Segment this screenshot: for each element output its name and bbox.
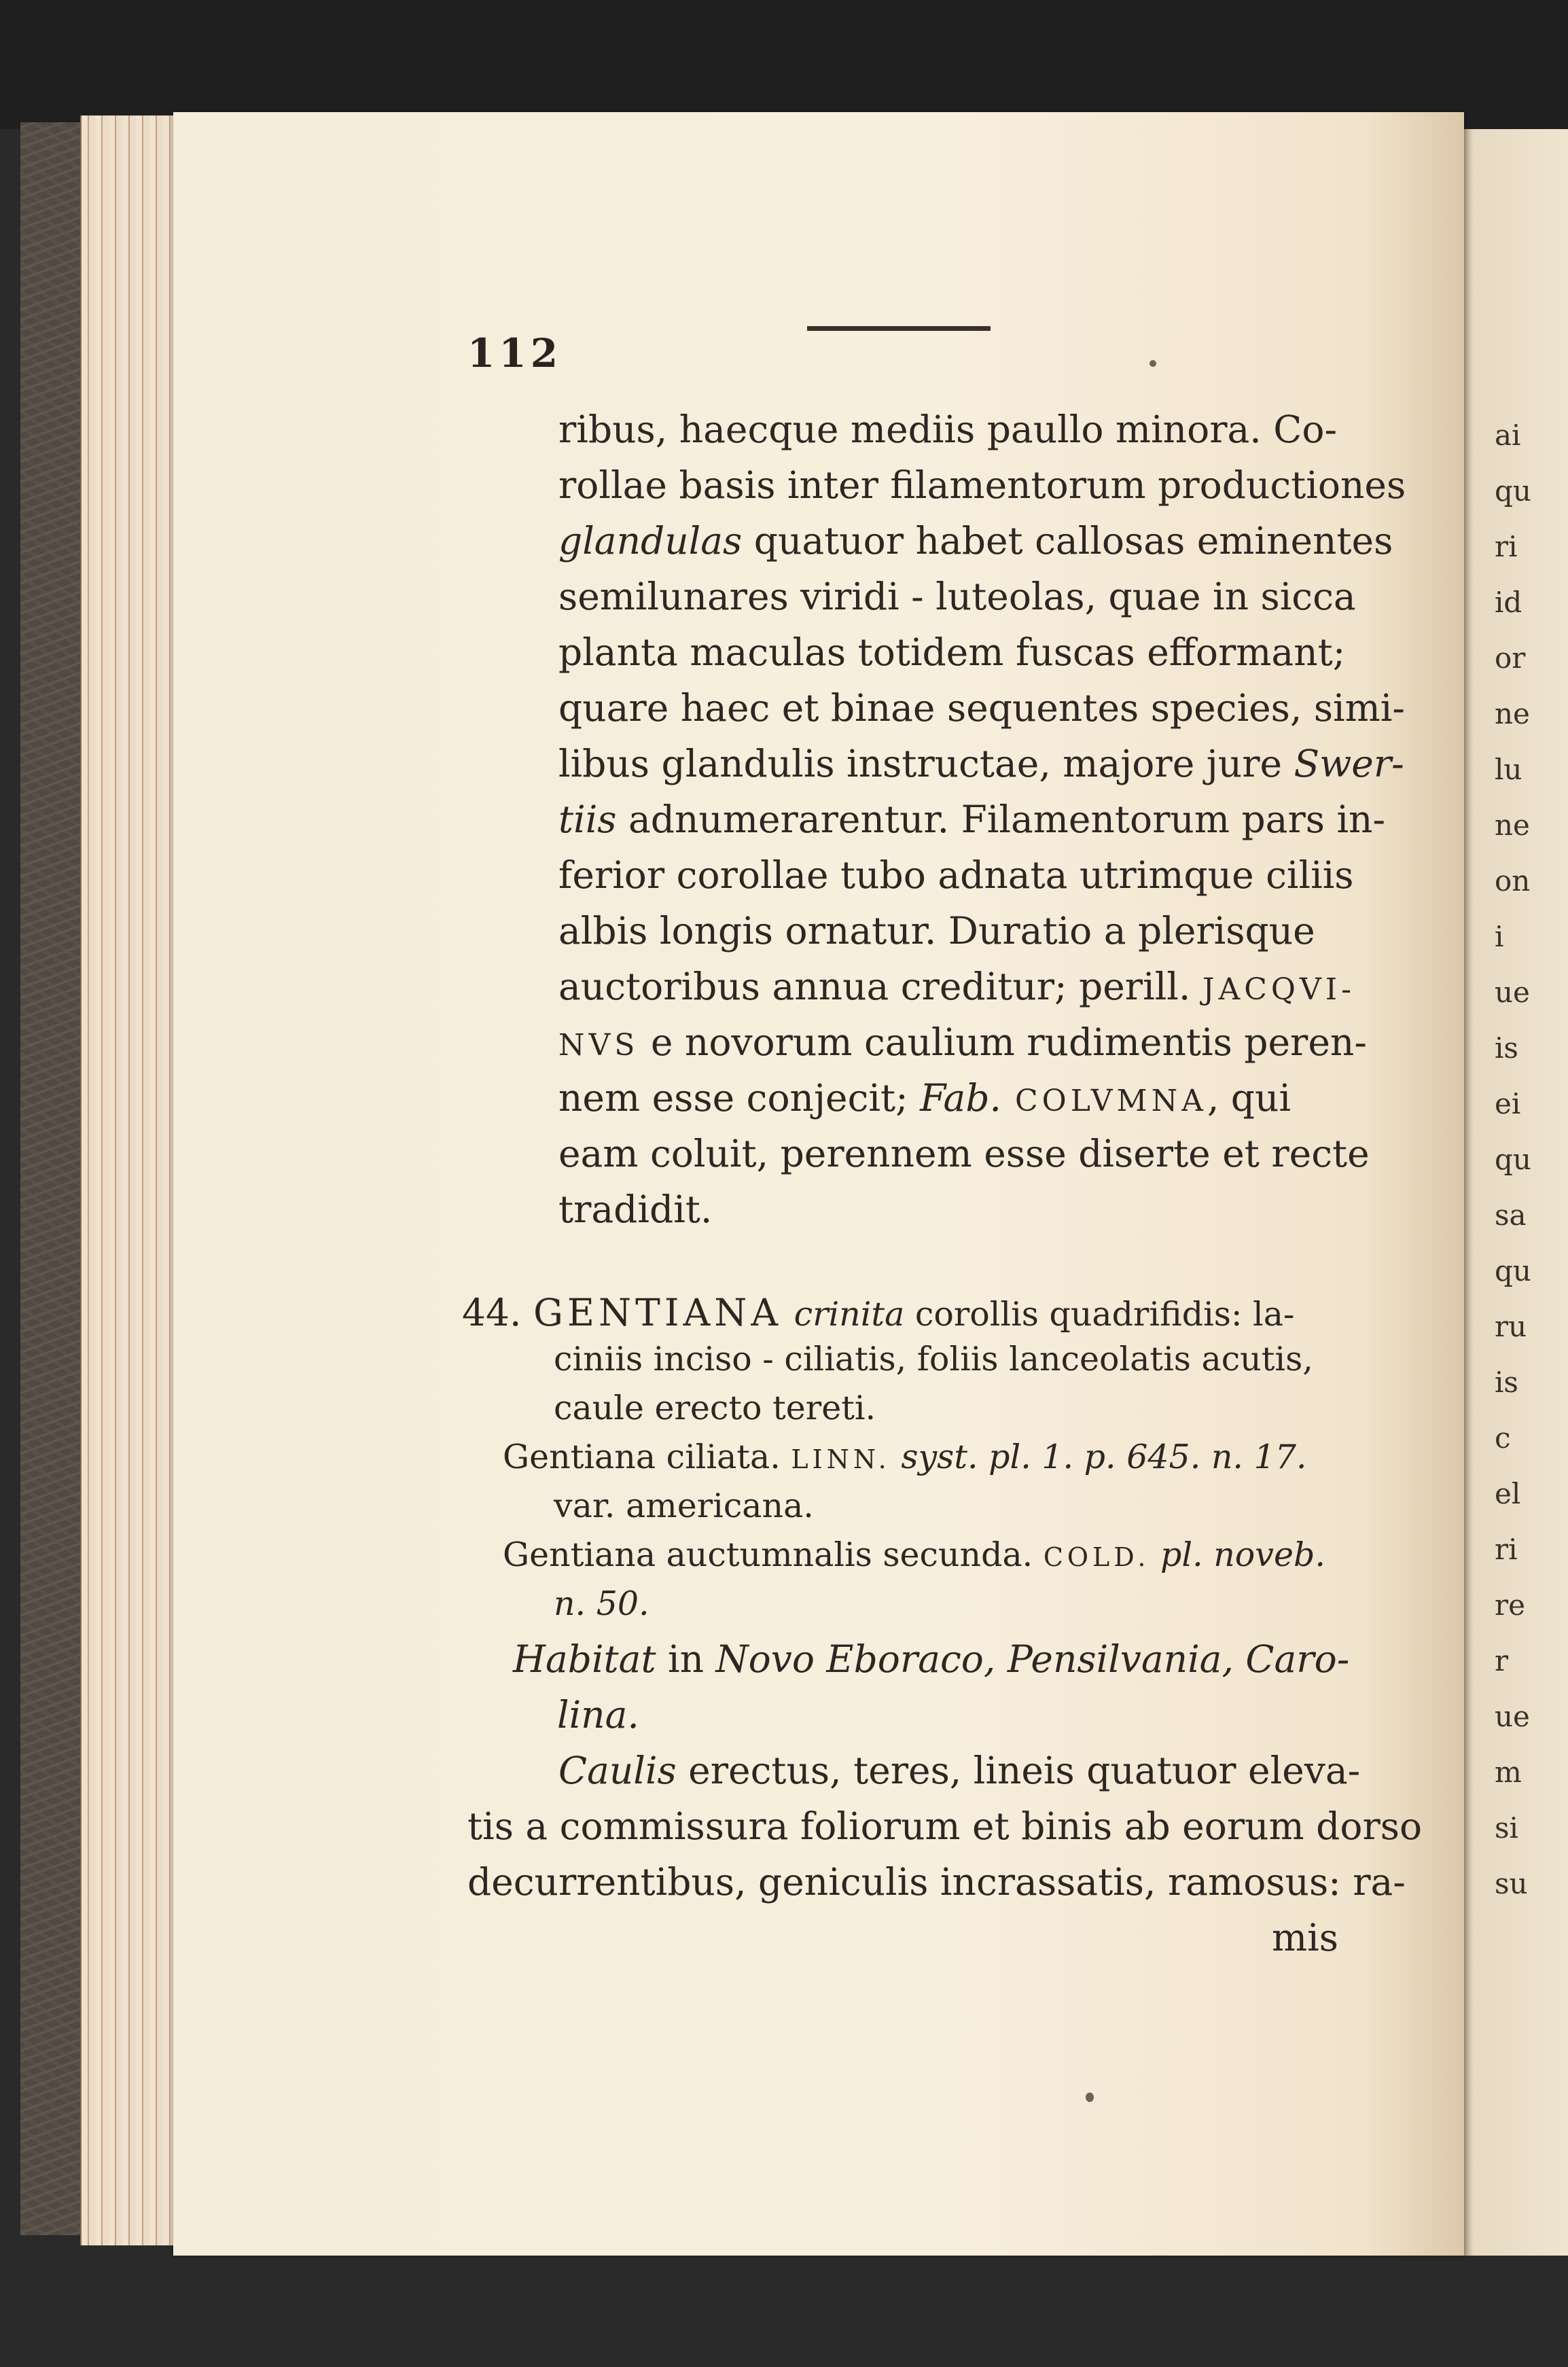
- facing-page-edge: [1461, 129, 1568, 2256]
- italic-word: glandulas: [558, 519, 743, 563]
- text-line: tis a commissura foliorum et binis ab eorum dorso: [467, 1804, 1423, 1848]
- text-span: adnumerarentur. Filamentorum pars in-: [616, 798, 1386, 841]
- paper-speck: [1150, 360, 1156, 367]
- text-line: [558, 519, 1393, 563]
- text-span: quatuor habet callosas eminentes: [742, 519, 1393, 563]
- text-line: [558, 1020, 1367, 1064]
- text-line: [558, 1076, 1291, 1120]
- genus-name: GENTIANA: [533, 1291, 783, 1334]
- text-span: , qui: [1207, 1076, 1291, 1120]
- text-span: Gentiana auctumnalis secunda.: [503, 1535, 1044, 1574]
- text-line: rollae basis inter filamentorum productiones: [558, 463, 1406, 507]
- catchword: mis: [1272, 1916, 1338, 1959]
- author-name: NVS: [558, 1028, 639, 1063]
- species-name: crinita: [794, 1295, 905, 1334]
- text-line: decurrentibus, geniculis incrassatis, ramosus: ra-: [467, 1860, 1406, 1904]
- italic-word: Fab.: [920, 1076, 1002, 1120]
- entry-line: caule erecto tereti.: [554, 1389, 876, 1427]
- text-line: ferior corollae tubo adnata utrimque ciliis: [558, 853, 1354, 897]
- text-span: auctoribus annua creditur; perill.: [558, 965, 1202, 1008]
- habitat-label: Habitat: [513, 1637, 656, 1681]
- text-span: e novorum caulium rudimentis peren-: [639, 1020, 1367, 1064]
- text-line: tradidit.: [558, 1188, 713, 1231]
- text-span: in: [656, 1637, 716, 1681]
- habitat-places: Novo Eboraco, Pensilvania, Caro-: [715, 1637, 1350, 1681]
- italic-word: Swer-: [1294, 742, 1404, 785]
- text-line: ribus, haecque mediis paullo minora. Co-: [558, 408, 1338, 451]
- page-number: 112: [467, 330, 563, 376]
- header-rule: [807, 326, 991, 331]
- entry-line: ciniis inciso - ciliatis, foliis lanceolatis acutis,: [554, 1340, 1313, 1378]
- text-line: [558, 965, 1355, 1008]
- text-line: albis longis ornatur. Duratio a plerisque: [558, 909, 1315, 953]
- synonym-line: var. americana.: [554, 1487, 814, 1525]
- paper-speck: [1086, 2093, 1094, 2102]
- italic-word: tiis: [558, 798, 617, 841]
- author-name: JACQVI-: [1202, 972, 1356, 1007]
- caulis-label: Caulis: [558, 1749, 677, 1792]
- synonym-line: [503, 1535, 1325, 1574]
- synonym-line: n. 50.: [554, 1584, 649, 1623]
- text-span: corollis quadrifidis: la-: [904, 1295, 1295, 1334]
- entry-line: [462, 1291, 1294, 1334]
- text-line: eam coluit, perennem esse diserte et recte: [558, 1132, 1370, 1175]
- habitat-line: [513, 1637, 1349, 1681]
- text-line: semilunares viridi - luteolas, quae in sicca: [558, 575, 1356, 618]
- backdrop: [0, 0, 1568, 129]
- text-line: [558, 742, 1404, 785]
- text-line: quare haec et binae sequentes species, simi-: [558, 686, 1405, 730]
- facing-page-text-fragments: ai qu ri id or ne lu ne on i ue is ei qu sa qu ru is c el ri re r ue m si su: [1495, 419, 1531, 1900]
- text-span: erectus, teres, lineis quatuor eleva-: [676, 1749, 1361, 1792]
- author-name: LINN.: [791, 1444, 891, 1474]
- citation: syst. pl. 1. p. 645. n. 17.: [890, 1438, 1307, 1476]
- entry-number: 44.: [462, 1291, 522, 1334]
- text-line: [558, 1749, 1360, 1792]
- text-span: libus glandulis instructae, majore jure: [558, 742, 1294, 785]
- text-line: [558, 798, 1385, 841]
- text-span: nem esse conjecit;: [558, 1076, 921, 1120]
- text-span: Gentiana ciliata.: [503, 1438, 791, 1476]
- author-name: COLVMNA: [1001, 1084, 1207, 1118]
- synonym-line: [503, 1438, 1307, 1476]
- citation: pl. noveb.: [1150, 1535, 1325, 1574]
- text-line: planta maculas totidem fuscas efformant;: [558, 630, 1346, 674]
- author-name: COLD.: [1043, 1542, 1150, 1572]
- habitat-line: lina.: [557, 1693, 639, 1737]
